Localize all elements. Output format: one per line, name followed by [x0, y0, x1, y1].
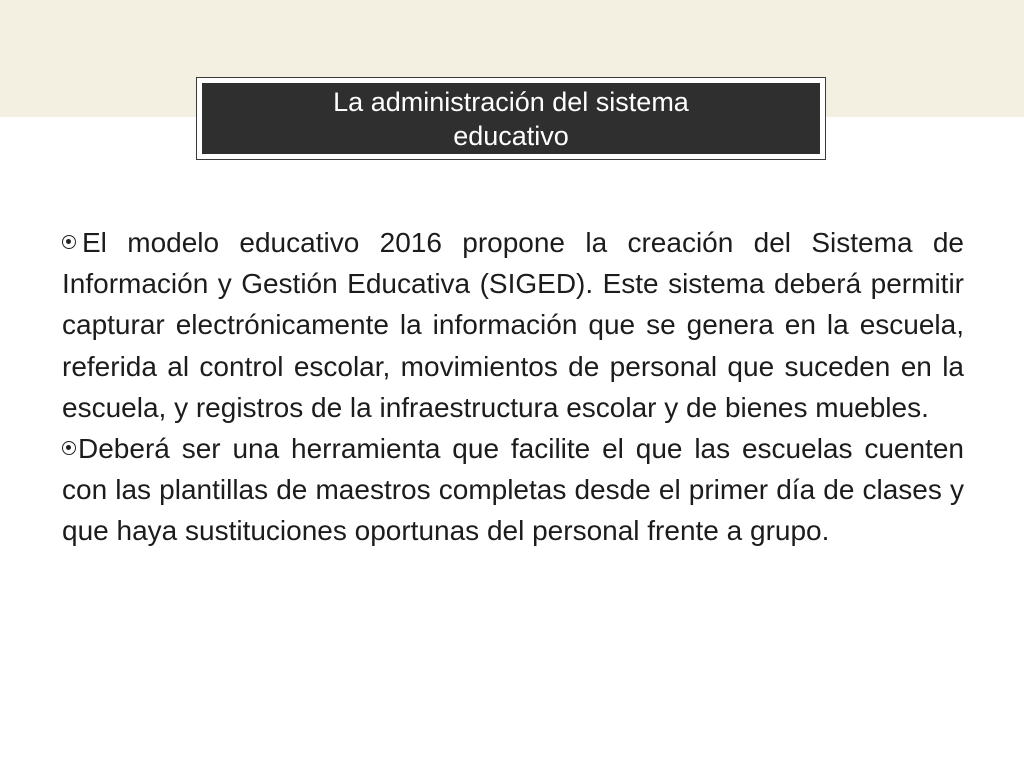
- bullet-text-1: El modelo educativo 2016 propone la creación del Sistema de Información y Gestión Educativa (SIGED). Este sistema deberá permitir capturar electrónicamente la información que se genera en la escuela, referida al control escolar, movimientos de personal que suceden en la escuela, y registros de la infraestructura escolar y de bienes muebles.: [62, 227, 964, 423]
- bullet-item-1: [62, 222, 964, 428]
- title-frame: [196, 77, 826, 160]
- bullet-list: [62, 222, 964, 552]
- bullet-text-2: Deberá ser una herramienta que facilite el que las escuelas cuenten con las plantillas de maestros completas desde el primer día de clases y que haya sustituciones oportunas del personal frente a grupo.: [62, 433, 964, 547]
- bullet-item-2: [62, 428, 964, 552]
- slide-title: La administración del sistema educativo: [333, 86, 689, 151]
- title-box: [202, 83, 820, 154]
- radio-bullet-icon: [62, 235, 76, 249]
- radio-bullet-icon: [62, 441, 76, 455]
